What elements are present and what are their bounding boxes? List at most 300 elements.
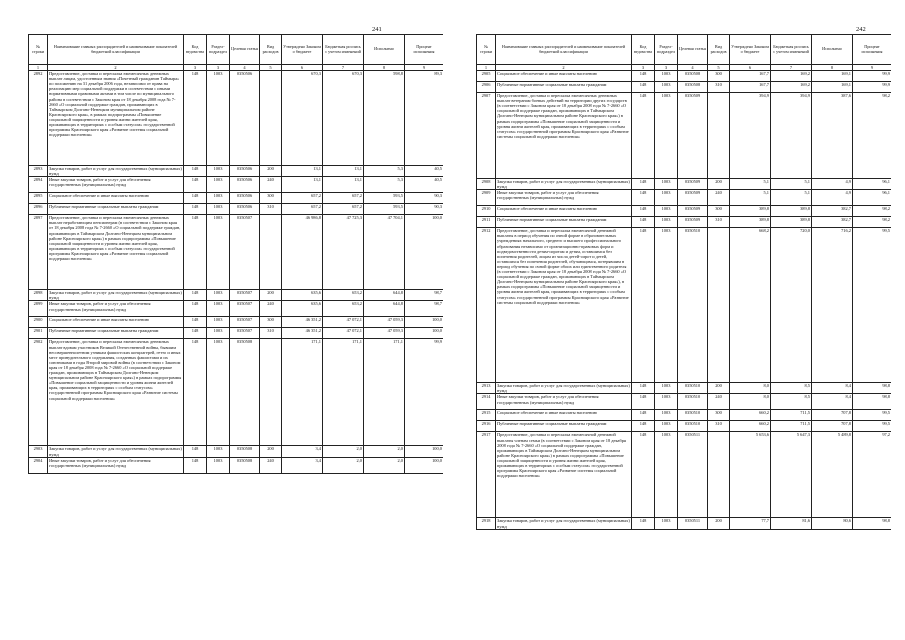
- expense-type: 240: [260, 177, 282, 193]
- col-number: 3: [632, 65, 655, 71]
- row-name: Закупка товаров, работ и услуг для государственных (муниципальных) нужд: [49, 290, 182, 301]
- col-number: 2: [496, 65, 632, 71]
- col-number: 6: [730, 65, 771, 71]
- execution-percent: 98,2: [853, 217, 892, 228]
- approved-amount: 657,2: [282, 193, 323, 204]
- row-number: 2900: [29, 317, 48, 328]
- col-number: 7: [771, 65, 812, 71]
- expense-type: 240: [260, 457, 282, 473]
- target-article: 0350506: [230, 166, 260, 177]
- row-name: Иные закупки товаров, работ и услуг для обеспечения государственных (муниципальных) нужд: [48, 177, 184, 193]
- expense-type: 200: [260, 446, 282, 457]
- row-number: 2905: [477, 71, 496, 82]
- dept-code: 148: [184, 193, 207, 204]
- executed-amount: 80,6: [812, 518, 853, 529]
- row-number: 2909: [477, 190, 496, 206]
- dept-code: 148: [632, 432, 655, 518]
- approved-amount: 8,0: [730, 394, 771, 410]
- col-number: 3: [655, 65, 678, 71]
- col-number: 8: [812, 65, 853, 71]
- execution-percent: 40,5: [405, 177, 444, 193]
- approved-amount: 46 351,2: [282, 328, 323, 339]
- executed-amount: 707,8: [812, 410, 853, 421]
- row-number: 2897: [29, 215, 48, 290]
- dept-code: 148: [632, 410, 655, 421]
- approved-amount: 8,0: [730, 383, 771, 394]
- approved-amount: 3,4: [282, 457, 323, 473]
- col-header: Наименование главных распорядителей и наименование показателей бюджетной классификации: [48, 35, 184, 65]
- col-number: 1: [477, 65, 496, 71]
- target-article: 0350509: [678, 206, 708, 217]
- dept-code: 148: [184, 446, 207, 457]
- expense-type: [260, 339, 282, 446]
- executed-amount: 2,0: [364, 457, 405, 473]
- expense-type: 240: [708, 190, 730, 206]
- approved-amount: 394,9: [730, 93, 771, 179]
- expense-type: 310: [708, 217, 730, 228]
- table-row: [29, 339, 444, 446]
- section-code: 1003: [655, 228, 678, 383]
- executed-amount: 593,5: [364, 204, 405, 215]
- revised-amount: 13,1: [323, 177, 364, 193]
- table-row: [29, 301, 444, 317]
- row-number: 2916: [477, 421, 496, 432]
- execution-percent: 98,7: [405, 301, 444, 317]
- execution-percent: 100,0: [405, 317, 444, 328]
- row-name: Закупка товаров, работ и услуг для государственных (муниципальных) нужд: [49, 166, 182, 177]
- expense-type: 300: [708, 71, 730, 82]
- dept-code: 148: [184, 301, 207, 317]
- dept-code: 148: [632, 217, 655, 228]
- dept-code: 148: [632, 383, 655, 394]
- revised-amount: 5 647,3: [771, 432, 812, 518]
- revised-amount: 47 725,3: [323, 215, 364, 290]
- row-number: 2896: [29, 204, 48, 215]
- approved-amount: 635,6: [282, 301, 323, 317]
- expense-type: 200: [708, 383, 730, 394]
- executed-amount: 47 704,1: [364, 215, 405, 290]
- dept-code: 148: [632, 82, 655, 93]
- col-number: 4: [678, 65, 708, 71]
- execution-percent: 99,9: [405, 339, 444, 446]
- row-name: Предоставление, доставка и пересылка ежемесячных денежных выплат вдовам участников Великой Отечественной войны, бывшим несовершеннолетним узникам фашистских концлагерей, гетто и иных мест принудительного содержания, созданных фашистами и их союзниками в годы Второй мировой войны (в соответствии с Законом края от 18 декабря 2008 года № 7-2660 «О социальной поддержке граждан, проживающих в Таймырском Долгано-Ненецком муниципальном районе Красноярского края») в рамках подпрограммы «Повышение социальной защищенности и уровня жизни жителей края, проживающих в территориях с особым статусом» государственной программы Красноярского края «Развитие системы социальной поддержки населения»: [48, 339, 184, 446]
- row-number: 2892: [29, 71, 48, 166]
- row-name: Иные закупки товаров, работ и услуг для обеспечения государственных (муниципальных) нужд: [496, 394, 632, 410]
- row-number: 2912: [477, 228, 496, 383]
- budget-table: [28, 34, 443, 474]
- section-code: 1003: [655, 518, 678, 529]
- dept-code: 148: [184, 215, 207, 290]
- revised-amount: 2,0: [323, 446, 364, 457]
- table-row: [29, 193, 444, 204]
- col-header: Исполнено: [812, 35, 853, 65]
- dept-code: 148: [184, 204, 207, 215]
- row-name: Публичные нормативные социальные выплаты гражданам: [48, 328, 184, 339]
- table-row: [477, 71, 892, 82]
- col-header: Целевая статья: [678, 35, 708, 65]
- col-header: Процент исполнения: [405, 35, 444, 65]
- col-header: Код ведомства: [184, 35, 207, 65]
- executed-amount: 5,3: [364, 166, 405, 177]
- table-row: [29, 457, 444, 473]
- revised-amount: 711,5: [771, 410, 812, 421]
- expense-type: 310: [260, 328, 282, 339]
- target-article: 0350510: [678, 383, 708, 394]
- approved-amount: 389,8: [730, 206, 771, 217]
- row-name: Социальное обеспечение и иные выплаты населению: [496, 71, 632, 82]
- section-code: 1003: [207, 457, 230, 473]
- execution-percent: 99,9: [853, 82, 892, 93]
- approved-amount: 171,1: [282, 339, 323, 446]
- target-article: 0350509: [678, 179, 708, 190]
- dept-code: 148: [184, 166, 207, 177]
- table-row: [477, 518, 892, 529]
- row-name: Предоставление, доставка и пересылка ежемесячной денежной выплаты в период обучения по очной форме в образовательных учреждениях начального, среднего и высшего профессионального образования независимо от организационно-правовых форм и подведомственности детям-сиротам и детям, оставшимся без попечения родителей, лицам из числа детей-сирот и детей, оставшихся без попечения родителей, обучающимся, потерявшим в период обучения по очной форме обоих или единственного родителя (в соответствии с Законом края от 18 декабря 2008 года № 7-2660 «О социальной поддержке граждан, проживающих в Таймырском Долгано-Ненецком муниципальном районе Красноярского края»), в рамках подпрограммы «Повышение социальной защищенности и уровня жизни жителей края, проживающих в территориях с особым статусом» государственной программы Красноярского края «Развитие системы социальной поддержки населения»: [496, 228, 632, 383]
- approved-amount: 660,2: [730, 421, 771, 432]
- dept-code: 148: [184, 457, 207, 473]
- col-number: 4: [230, 65, 260, 71]
- row-name: Социальное обеспечение и иные выплаты населению: [496, 206, 632, 217]
- execution-percent: 98,2: [853, 93, 892, 179]
- row-number: 2903: [29, 446, 48, 457]
- revised-amount: 720,0: [771, 228, 812, 383]
- section-code: 1003: [655, 217, 678, 228]
- target-article: 0350508: [230, 339, 260, 446]
- col-number: 9: [853, 65, 892, 71]
- dept-code: 148: [184, 177, 207, 193]
- execution-percent: 96,1: [853, 190, 892, 206]
- dept-code: 148: [632, 518, 655, 529]
- executed-amount: 171,1: [364, 339, 405, 446]
- target-article: 0350509: [678, 190, 708, 206]
- col-header: Вид расходов: [260, 35, 282, 65]
- execution-percent: 100,0: [405, 215, 444, 290]
- table-row: [477, 410, 892, 421]
- executed-amount: 47 059,3: [364, 317, 405, 328]
- row-name: Иные закупки товаров, работ и услуг для обеспечения государственных (муниципальных) нужд: [48, 457, 184, 473]
- col-header: Утверждено Законом о бюджете: [730, 35, 771, 65]
- row-number: 2893: [29, 166, 48, 177]
- row-name: Предоставление, доставка и пересылка ежемесячных денежных выплат неработающим пенсионерам (в соответствии с Законом края от 18 декабря 2008 года № 7-2660 «О социальной поддержке граждан, проживающих в Таймырском Долгано-Ненецком муниципальном районе Красноярского края») в рамках подпрограммы «Повышение социальной защищенности и уровня жизни жителей края, проживающих в территориях с особым статусом» государственной программы Красноярского края «Развитие системы социальной поддержки населения»: [48, 215, 184, 290]
- execution-percent: 90,3: [405, 204, 444, 215]
- col-header: Раздел-подраздел: [207, 35, 230, 65]
- row-number: 2917: [477, 432, 496, 518]
- table-row: [477, 93, 892, 179]
- col-number: 1: [29, 65, 48, 71]
- section-code: 1003: [655, 410, 678, 421]
- table-body: [477, 71, 892, 530]
- execution-percent: 96,1: [853, 179, 892, 190]
- approved-amount: 657,2: [282, 204, 323, 215]
- section-code: 1003: [207, 193, 230, 204]
- executed-amount: 5,3: [364, 177, 405, 193]
- executed-amount: 169,1: [812, 82, 853, 93]
- execution-percent: 100,0: [405, 446, 444, 457]
- approved-amount: 77,7: [730, 518, 771, 529]
- section-code: 1003: [207, 301, 230, 317]
- revised-amount: 389,8: [771, 206, 812, 217]
- row-number: 2913: [477, 383, 496, 394]
- approved-amount: 46 986,8: [282, 215, 323, 290]
- col-header: Целевая статья: [230, 35, 260, 65]
- table-row: [477, 190, 892, 206]
- section-code: 1003: [655, 421, 678, 432]
- execution-percent: 99,9: [853, 71, 892, 82]
- expense-type: 300: [260, 317, 282, 328]
- revised-amount: 8,5: [771, 383, 812, 394]
- page-number: 241: [372, 26, 382, 33]
- execution-percent: 98,7: [405, 290, 444, 301]
- col-number: 9: [405, 65, 444, 71]
- col-header: Вид расходов: [708, 35, 730, 65]
- expense-type: 200: [260, 166, 282, 177]
- dept-code: 148: [632, 394, 655, 410]
- row-name: Публичные нормативные социальные выплаты гражданам: [48, 204, 184, 215]
- section-code: 1003: [207, 446, 230, 457]
- execution-percent: 99,5: [853, 410, 892, 421]
- expense-type: 200: [260, 290, 282, 301]
- execution-percent: 98,8: [853, 383, 892, 394]
- target-article: 0350506: [230, 71, 260, 166]
- col-number: 6: [282, 65, 323, 71]
- execution-percent: 98,8: [853, 518, 892, 529]
- table-row: [477, 432, 892, 518]
- section-code: 1003: [655, 71, 678, 82]
- approved-amount: 389,8: [730, 217, 771, 228]
- row-name: Публичные нормативные социальные выплаты гражданам: [496, 82, 632, 93]
- execution-percent: 89,3: [405, 71, 444, 166]
- revised-amount: 13,1: [323, 166, 364, 177]
- approved-amount: 635,6: [282, 290, 323, 301]
- target-article: 0350509: [678, 93, 708, 179]
- row-number: 2911: [477, 217, 496, 228]
- target-article: 0350510: [678, 421, 708, 432]
- executed-amount: 47 059,3: [364, 328, 405, 339]
- table-body: [29, 71, 444, 474]
- col-header: Процент исполнения: [853, 35, 892, 65]
- target-article: 0350508: [678, 82, 708, 93]
- report-page-left: [28, 0, 443, 640]
- executed-amount: 8,4: [812, 394, 853, 410]
- dept-code: 148: [184, 290, 207, 301]
- row-name: Закупка товаров, работ и услуг для государственных (муниципальных) нужд: [497, 179, 630, 190]
- expense-type: [708, 93, 730, 179]
- row-number: 2915: [477, 410, 496, 421]
- row-number: 2898: [29, 290, 48, 301]
- col-number: 3: [207, 65, 230, 71]
- approved-amount: 13,1: [282, 177, 323, 193]
- target-article: 0350507: [230, 301, 260, 317]
- executed-amount: 382,7: [812, 206, 853, 217]
- col-header: Утверждено Законом о бюджете: [282, 35, 323, 65]
- section-code: 1003: [207, 71, 230, 166]
- approved-amount: 3,4: [282, 446, 323, 457]
- expense-type: 310: [260, 204, 282, 215]
- table-row: [29, 215, 444, 290]
- section-code: 1003: [655, 383, 678, 394]
- execution-percent: 99,5: [853, 228, 892, 383]
- row-number: 2906: [477, 82, 496, 93]
- row-number: 2914: [477, 394, 496, 410]
- table-row: [29, 317, 444, 328]
- approved-amount: 5,1: [730, 190, 771, 206]
- revised-amount: 2,0: [323, 457, 364, 473]
- table-row: [477, 394, 892, 410]
- row-name: Предоставление, доставка и пересылка ежемесячных денежных выплат ветеранам боевых действий на территории других государств (в соответствии с Законом края от 18 декабря 2008 года № 7-2660 «О социальной поддержке граждан, проживающих в Таймырском Долгано-Ненецком муниципальном районе Красноярского края») в рамках подпрограммы «Повышение социальной защищенности и уровня жизни жителей края, проживающих в территориях с особым статусом» государственной программы Красноярского края «Развитие системы социальной поддержки населения»: [496, 93, 632, 179]
- execution-percent: 99,5: [853, 421, 892, 432]
- report-page-right: [476, 0, 891, 640]
- target-article: 0350510: [678, 394, 708, 410]
- col-header: Код ведомства: [632, 35, 655, 65]
- dept-code: 148: [632, 71, 655, 82]
- target-article: 0350508: [230, 457, 260, 473]
- budget-table: [476, 34, 891, 530]
- executed-amount: 716,2: [812, 228, 853, 383]
- target-article: 0350507: [230, 290, 260, 301]
- row-number: 2910: [477, 206, 496, 217]
- revised-amount: 5,1: [771, 179, 812, 190]
- dept-code: 148: [632, 179, 655, 190]
- approved-amount: 167,7: [730, 82, 771, 93]
- section-code: 1003: [207, 215, 230, 290]
- dept-code: 148: [184, 317, 207, 328]
- col-header: № строки: [477, 35, 496, 65]
- target-article: 0350507: [230, 215, 260, 290]
- revised-amount: 389,8: [771, 217, 812, 228]
- row-name: Социальное обеспечение и иные выплаты населению: [496, 410, 632, 421]
- col-header: Исполнено: [364, 35, 405, 65]
- table-row: [29, 71, 444, 166]
- row-number: 2918: [477, 518, 496, 529]
- col-number: 5: [260, 65, 282, 71]
- expense-type: [260, 215, 282, 290]
- dept-code: 148: [632, 228, 655, 383]
- revised-amount: 394,9: [771, 93, 812, 179]
- header-row: [29, 35, 444, 65]
- row-name: Социальное обеспечение и иные выплаты населению: [48, 317, 184, 328]
- row-name: Закупка товаров, работ и услуг для государственных (муниципальных) нужд: [49, 446, 182, 457]
- expense-type: [260, 71, 282, 166]
- row-number: 2904: [29, 457, 48, 473]
- dept-code: 148: [184, 328, 207, 339]
- table-row: [477, 228, 892, 383]
- col-header: Бюджетная роспись с учетом изменений: [323, 35, 364, 65]
- approved-amount: 668,2: [730, 228, 771, 383]
- header-row: [477, 35, 892, 65]
- target-article: 0350506: [230, 177, 260, 193]
- approved-amount: 167,7: [730, 71, 771, 82]
- executed-amount: 598,8: [364, 71, 405, 166]
- section-code: 1003: [207, 166, 230, 177]
- section-code: 1003: [207, 328, 230, 339]
- target-article: 0350506: [230, 193, 260, 204]
- dept-code: 148: [184, 339, 207, 446]
- execution-percent: 100,0: [405, 457, 444, 473]
- row-name: Предоставление, доставка и пересылка ежемесячных денежных выплат лицам, удостоенным звания «Почетный гражданин Таймыра» по положению на 31 декабря 2006 года, независимо от права на реализацию мер социальной поддержки в соответствии с иными нормативными правовыми актами в том числе по муниципального района в соответствии с Законом края от 18 декабря 2008 года № 7-2660 «О социальной поддержке граждан, проживающих в Таймырском Долгано-Ненецком муниципальном районе Красноярского края», в рамках подпрограммы «Повышение социальной защищенности и уровня жизни жителей края, проживающих в территориях с особым статусом» государственной программы Красноярского края «Развитие системы социальной поддержки населения»: [48, 71, 184, 166]
- executed-amount: 382,7: [812, 217, 853, 228]
- section-code: 1003: [207, 317, 230, 328]
- row-name: Предоставление, доставка и пересылка ежемесячной денежной выплаты членам семьи (в соответствии с Законом края от 18 декабря 2008 года № 7-2660 «О социальной поддержке граждан, проживающих в Таймырском Долгано-Ненецком муниципальном районе Красноярского края») в рамках подпрограммы «Повышение социальной защищенности и уровня жизни жителей края, проживающих в территориях с особым статусом» государственной программы Красноярского края «Развитие системы социальной поддержки населения»: [496, 432, 632, 518]
- revised-amount: 171,1: [323, 339, 364, 446]
- target-article: 0350509: [678, 217, 708, 228]
- target-article: 0350506: [230, 204, 260, 215]
- col-header: Бюджетная роспись с учетом изменений: [771, 35, 812, 65]
- row-number: 2901: [29, 328, 48, 339]
- target-article: 0350511: [678, 432, 708, 518]
- approved-amount: 660,2: [730, 410, 771, 421]
- revised-amount: 657,2: [323, 193, 364, 204]
- approved-amount: 46 351,2: [282, 317, 323, 328]
- executed-amount: 4,9: [812, 190, 853, 206]
- revised-amount: 47 072,1: [323, 328, 364, 339]
- page-number: 242: [856, 26, 866, 33]
- row-name: Иные закупки товаров, работ и услуг для обеспечения государственных (муниципальных) нужд: [496, 190, 632, 206]
- revised-amount: 653,2: [323, 301, 364, 317]
- row-name: Закупка товаров, работ и услуг для государственных (муниципальных) нужд: [497, 383, 630, 394]
- col-number: 8: [364, 65, 405, 71]
- execution-percent: 100,0: [405, 328, 444, 339]
- table-row: [477, 179, 892, 190]
- table-row: [29, 290, 444, 301]
- section-code: 1003: [655, 93, 678, 179]
- section-code: 1003: [655, 432, 678, 518]
- executed-amount: 5 489,8: [812, 432, 853, 518]
- target-article: 0350510: [678, 410, 708, 421]
- revised-amount: 657,2: [323, 204, 364, 215]
- col-number: 7: [323, 65, 364, 71]
- table-row: [477, 421, 892, 432]
- target-article: 0350507: [230, 328, 260, 339]
- row-name: Иные закупки товаров, работ и услуг для обеспечения государственных (муниципальных) нужд: [48, 301, 184, 317]
- execution-percent: 97,2: [853, 432, 892, 518]
- col-number: 5: [708, 65, 730, 71]
- revised-amount: 8,5: [771, 394, 812, 410]
- revised-amount: 169,2: [771, 71, 812, 82]
- expense-type: 310: [708, 421, 730, 432]
- expense-type: 300: [260, 193, 282, 204]
- section-code: 1003: [655, 394, 678, 410]
- section-code: 1003: [655, 206, 678, 217]
- section-code: 1003: [207, 290, 230, 301]
- target-article: 0350511: [678, 518, 708, 529]
- expense-type: 300: [708, 206, 730, 217]
- revised-amount: 169,2: [771, 82, 812, 93]
- section-code: 1003: [655, 190, 678, 206]
- revised-amount: 711,5: [771, 421, 812, 432]
- table-row: [29, 177, 444, 193]
- dept-code: 148: [632, 206, 655, 217]
- revised-amount: 81,6: [771, 518, 812, 529]
- row-number: 2907: [477, 93, 496, 179]
- dept-code: 148: [632, 93, 655, 179]
- table-row: [29, 328, 444, 339]
- expense-type: 300: [708, 410, 730, 421]
- row-name: Закупка товаров, работ и услуг для государственных (муниципальных) нужд: [497, 518, 630, 529]
- section-code: 1003: [655, 82, 678, 93]
- table-row: [477, 383, 892, 394]
- section-code: 1003: [207, 177, 230, 193]
- expense-type: 240: [708, 394, 730, 410]
- revised-amount: 47 072,1: [323, 317, 364, 328]
- row-number: 2908: [477, 179, 496, 190]
- target-article: 0350508: [678, 71, 708, 82]
- target-article: 0350507: [230, 317, 260, 328]
- execution-percent: 98,8: [853, 394, 892, 410]
- row-name: Публичные нормативные социальные выплаты гражданам: [496, 421, 632, 432]
- executed-amount: 644,8: [364, 290, 405, 301]
- expense-type: 310: [708, 82, 730, 93]
- section-code: 1003: [207, 339, 230, 446]
